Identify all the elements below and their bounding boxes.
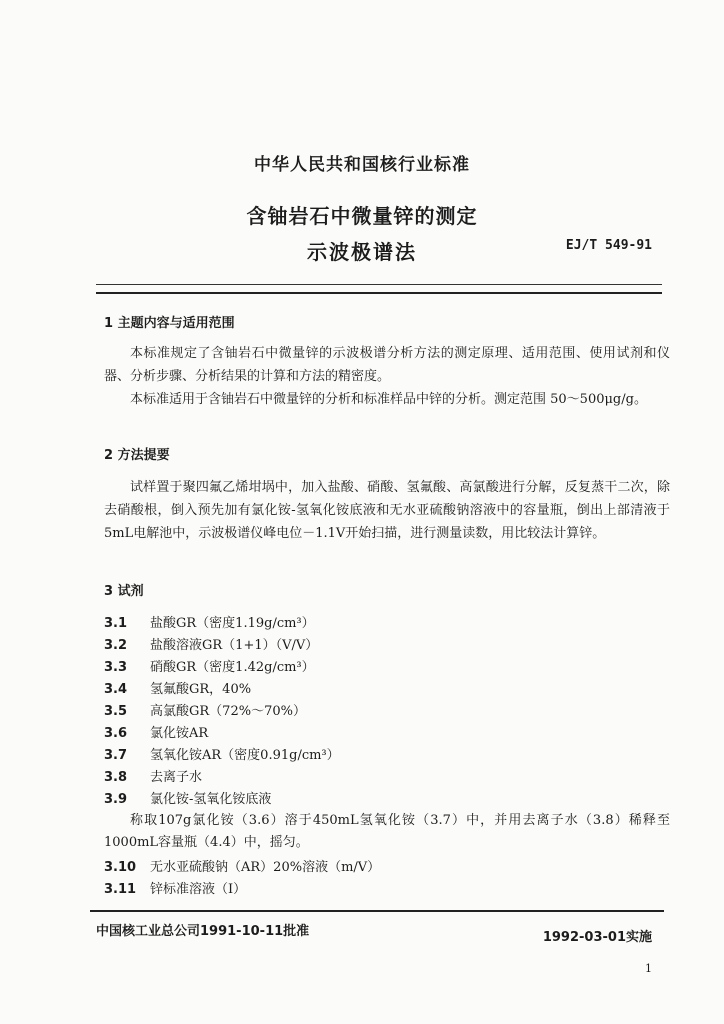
- section-2-body: [104, 476, 670, 545]
- document-subtitle: 示波极谱法: [307, 240, 417, 264]
- reagent-number: 3.5: [104, 704, 128, 719]
- reagent-number: 3.2: [104, 638, 128, 653]
- footer-divider: [90, 910, 664, 912]
- section-2-paragraph-1: 试样置于聚四氟乙烯坩埚中，加入盐酸、硝酸、氢氟酸、高氯酸进行分解，反复蒸干二次，除去硝酸根，倒入预先加有氯化铵-氢氧化铵底液和无水亚硫酸钠溶液中的容量瓶，倒出上部清液于5mL电解池中，示波极谱仪峰电位－1.1V开始扫描，进行测量读数，用比较法计算锌。: [104, 480, 670, 541]
- reagent-number: 3.10: [104, 860, 137, 875]
- header-divider-thick: [96, 292, 662, 294]
- header-divider-thin: [96, 284, 662, 285]
- reagent-item: [104, 722, 208, 741]
- section-2-heading: 2 方法提要: [104, 448, 170, 463]
- reagent-3-9-description: [104, 810, 670, 854]
- reagent-number: 3.7: [104, 748, 128, 763]
- reagent-number: 3.1: [104, 616, 128, 631]
- document-title: 含铀岩石中微量锌的测定: [246, 204, 478, 228]
- approval-date: 中国核工业总公司1991-10-11批准: [96, 924, 310, 939]
- reagent-text: 盐酸溶液GR（1+1）（V/V）: [150, 638, 319, 653]
- reagent-text: 氯化铵AR: [150, 726, 209, 741]
- standard-code: EJ/T 549-91: [565, 238, 652, 253]
- reagent-text: 无水亚硫酸钠（AR）20%溶液（m/V）: [150, 860, 381, 875]
- reagent-number: 3.3: [104, 660, 128, 675]
- reagent-text: 氢氧化铵AR（密度0.91g/cm³）: [150, 748, 340, 763]
- standard-type: 中华人民共和国核行业标准: [254, 155, 470, 175]
- reagent-item: [104, 788, 271, 807]
- reagent-3-9-text: 称取107g氯化铵（3.6）溶于450mL氢氧化铵（3.7）中，并用去离子水（3.8）稀释至1000mL容量瓶（4.4）中，摇匀。: [104, 813, 670, 850]
- reagent-item: [104, 612, 315, 631]
- reagent-item: [104, 878, 246, 897]
- reagent-number: 3.9: [104, 792, 128, 807]
- reagent-number: 3.8: [104, 770, 128, 785]
- section-1-body: [104, 342, 670, 411]
- reagent-number: 3.4: [104, 682, 128, 697]
- reagent-number: 3.6: [104, 726, 128, 741]
- section-1-paragraph-2: 本标准适用于含铀岩石中微量锌的分析和标准样品中锌的分析。测定范围 50～500μg/g。: [130, 392, 647, 407]
- reagent-item: [104, 744, 340, 763]
- section-3-heading: 3 试剂: [104, 584, 144, 599]
- reagent-item: [104, 656, 315, 675]
- reagent-item: [104, 700, 306, 719]
- reagent-item: [104, 678, 251, 697]
- reagent-item: [104, 634, 318, 653]
- reagent-number: 3.11: [104, 882, 137, 897]
- reagent-text: 硝酸GR（密度1.42g/cm³）: [150, 660, 315, 675]
- reagent-item: [104, 856, 380, 875]
- implementation-date: 1992-03-01实施: [542, 930, 652, 945]
- page-number: 1: [645, 962, 652, 975]
- section-1-paragraph-1: 本标准规定了含铀岩石中微量锌的示波极谱分析方法的测定原理、适用范围、使用试剂和仪器、分析步骤、分析结果的计算和方法的精密度。: [104, 346, 670, 384]
- reagent-text: 锌标准溶液（Ⅰ）: [150, 882, 247, 897]
- reagent-text: 氢氟酸GR，40%: [150, 682, 252, 697]
- reagent-item: [104, 766, 202, 785]
- reagent-text: 去离子水: [150, 770, 203, 785]
- reagent-text: 盐酸GR（密度1.19g/cm³）: [150, 616, 315, 631]
- reagent-text: 高氯酸GR（72%～70%）: [150, 704, 306, 719]
- reagent-text: 氯化铵-氢氧化铵底液: [150, 792, 272, 807]
- section-1-heading: 1 主题内容与适用范围: [104, 316, 235, 331]
